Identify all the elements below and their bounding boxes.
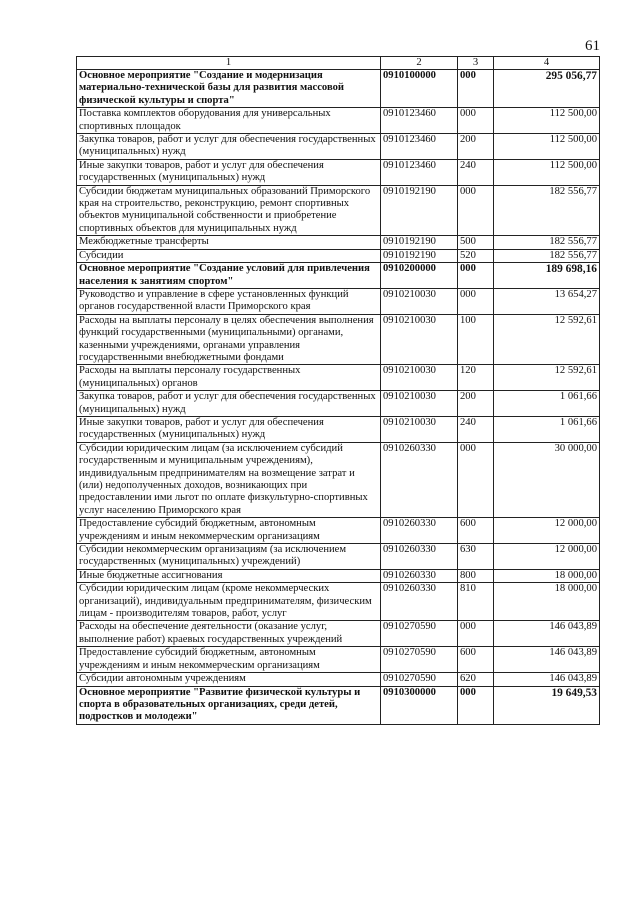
row-name: Субсидии юридическим лицам (за исключением субсидий государственным и муниципальным учреждениям), индивидуальным предпринимателям на возмещение затрат и (или) недополученных доходов, возникающих при предоставлении ими льгот по оплате физкультурно-спортивных услуг населению Приморского края [77, 442, 381, 517]
row-name: Субсидии автономным учреждениям [77, 673, 381, 686]
row-name: Иные закупки товаров, работ и услуг для обеспечения государственных (муниципальных) нужд [77, 416, 381, 442]
table-row [77, 583, 600, 621]
table-row [77, 159, 600, 185]
row-sum: 112 500,00 [494, 134, 600, 160]
table-row [77, 288, 600, 314]
row-name: Расходы на выплаты персоналу государственных (муниципальных) органов [77, 365, 381, 391]
row-sum: 18 000,00 [494, 569, 600, 582]
row-type: 000 [458, 621, 494, 647]
row-name: Иные бюджетные ассигнования [77, 569, 381, 582]
row-code: 0910260330 [381, 442, 458, 517]
row-sum: 30 000,00 [494, 442, 600, 517]
row-name: Закупка товаров, работ и услуг для обеспечения государственных (муниципальных) нужд [77, 391, 381, 417]
row-type: 000 [458, 185, 494, 236]
page-number: 61 [585, 38, 600, 54]
row-sum: 12 000,00 [494, 518, 600, 544]
table-row [77, 185, 600, 236]
row-name: Субсидии некоммерческим организациям (за исключением государственных (муниципальных) учреждений) [77, 544, 381, 570]
row-code: 0910210030 [381, 416, 458, 442]
row-code: 0910260330 [381, 583, 458, 621]
table-row [77, 518, 600, 544]
header-col-2: 2 [381, 57, 458, 70]
header-col-4: 4 [494, 57, 600, 70]
table-row [77, 544, 600, 570]
row-type: 200 [458, 391, 494, 417]
table-row [77, 673, 600, 686]
row-sum: 12 000,00 [494, 544, 600, 570]
row-sum: 182 556,77 [494, 249, 600, 262]
row-name: Предоставление субсидий бюджетным, автономным учреждениям и иным некоммерческим организациям [77, 647, 381, 673]
row-code: 0910192190 [381, 236, 458, 249]
table-row [77, 236, 600, 249]
table-row [77, 647, 600, 673]
row-code: 0910260330 [381, 544, 458, 570]
table-row [77, 365, 600, 391]
row-code: 0910300000 [381, 686, 458, 724]
row-type: 240 [458, 416, 494, 442]
row-sum: 12 592,61 [494, 365, 600, 391]
table-body [77, 70, 600, 725]
table-row [77, 416, 600, 442]
row-name: Поставка комплектов оборудования для универсальных спортивных площадок [77, 108, 381, 134]
row-name: Субсидии [77, 249, 381, 262]
row-code: 0910270590 [381, 621, 458, 647]
row-type: 810 [458, 583, 494, 621]
row-name: Основное мероприятие "Развитие физической культуры и спорта в образовательных организациях, среди детей, подростков и молодежи" [77, 686, 381, 724]
budget-table [76, 56, 600, 725]
row-type: 600 [458, 518, 494, 544]
row-code: 0910123460 [381, 108, 458, 134]
row-sum: 13 654,27 [494, 288, 600, 314]
row-type: 000 [458, 288, 494, 314]
row-sum: 182 556,77 [494, 185, 600, 236]
row-type: 100 [458, 314, 494, 365]
row-type: 600 [458, 647, 494, 673]
row-type: 200 [458, 134, 494, 160]
row-name: Расходы на выплаты персоналу в целях обеспечения выполнения функций государственными (муниципальными) органами, казенными учреждениями, органами управления государственными внебюджетными фондами [77, 314, 381, 365]
row-type: 000 [458, 70, 494, 108]
row-sum: 189 698,16 [494, 263, 600, 289]
table-row [77, 314, 600, 365]
row-code: 0910123460 [381, 134, 458, 160]
row-sum: 18 000,00 [494, 583, 600, 621]
row-type: 620 [458, 673, 494, 686]
row-code: 0910123460 [381, 159, 458, 185]
row-sum: 112 500,00 [494, 108, 600, 134]
row-type: 000 [458, 442, 494, 517]
row-sum: 295 056,77 [494, 70, 600, 108]
row-code: 0910210030 [381, 365, 458, 391]
table-row [77, 686, 600, 724]
row-type: 000 [458, 263, 494, 289]
row-name: Межбюджетные трансферты [77, 236, 381, 249]
row-name: Предоставление субсидий бюджетным, автономным учреждениям и иным некоммерческим организациям [77, 518, 381, 544]
row-code: 0910270590 [381, 647, 458, 673]
row-sum: 146 043,89 [494, 673, 600, 686]
header-col-1: 1 [77, 57, 381, 70]
row-sum: 146 043,89 [494, 647, 600, 673]
row-type: 240 [458, 159, 494, 185]
table-row [77, 263, 600, 289]
row-code: 0910270590 [381, 673, 458, 686]
row-sum: 182 556,77 [494, 236, 600, 249]
table-row [77, 249, 600, 262]
row-sum: 146 043,89 [494, 621, 600, 647]
row-code: 0910192190 [381, 249, 458, 262]
row-code: 0910100000 [381, 70, 458, 108]
header-col-3: 3 [458, 57, 494, 70]
row-type: 120 [458, 365, 494, 391]
row-type: 000 [458, 108, 494, 134]
row-name: Иные закупки товаров, работ и услуг для обеспечения государственных (муниципальных) нужд [77, 159, 381, 185]
table-row [77, 108, 600, 134]
row-type: 000 [458, 686, 494, 724]
row-type: 800 [458, 569, 494, 582]
row-type: 520 [458, 249, 494, 262]
row-name: Расходы на обеспечение деятельности (оказание услуг, выполнение работ) краевых государственных учреждений [77, 621, 381, 647]
row-sum: 19 649,53 [494, 686, 600, 724]
row-sum: 12 592,61 [494, 314, 600, 365]
row-code: 0910210030 [381, 314, 458, 365]
row-name: Основное мероприятие "Создание условий для привлечения населения к занятиям спортом" [77, 263, 381, 289]
row-sum: 112 500,00 [494, 159, 600, 185]
row-sum: 1 061,66 [494, 391, 600, 417]
row-type: 630 [458, 544, 494, 570]
table-row [77, 391, 600, 417]
row-code: 0910200000 [381, 263, 458, 289]
table-row [77, 442, 600, 517]
row-name: Субсидии юридическим лицам (кроме некоммерческих организаций), индивидуальным предпринимателям, физическим лицам - производителям товаров, работ, услуг [77, 583, 381, 621]
row-name: Основное мероприятие "Создание и модернизация материально-технической базы для развития массовой физической культуры и спорта" [77, 70, 381, 108]
row-name: Закупка товаров, работ и услуг для обеспечения государственных (муниципальных) нужд [77, 134, 381, 160]
row-code: 0910210030 [381, 391, 458, 417]
row-type: 500 [458, 236, 494, 249]
table-row [77, 70, 600, 108]
row-code: 0910210030 [381, 288, 458, 314]
row-code: 0910260330 [381, 569, 458, 582]
table-row [77, 134, 600, 160]
header-row [77, 57, 600, 70]
row-code: 0910192190 [381, 185, 458, 236]
row-name: Руководство и управление в сфере установленных функций органов государственной власти Приморского края [77, 288, 381, 314]
row-code: 0910260330 [381, 518, 458, 544]
table-row [77, 621, 600, 647]
table-row [77, 569, 600, 582]
row-sum: 1 061,66 [494, 416, 600, 442]
row-name: Субсидии бюджетам муниципальных образований Приморского края на строительство, реконструкцию, ремонт спортивных объектов муниципальной собственности и приобретение спортивных объектов для муниципальных нужд [77, 185, 381, 236]
